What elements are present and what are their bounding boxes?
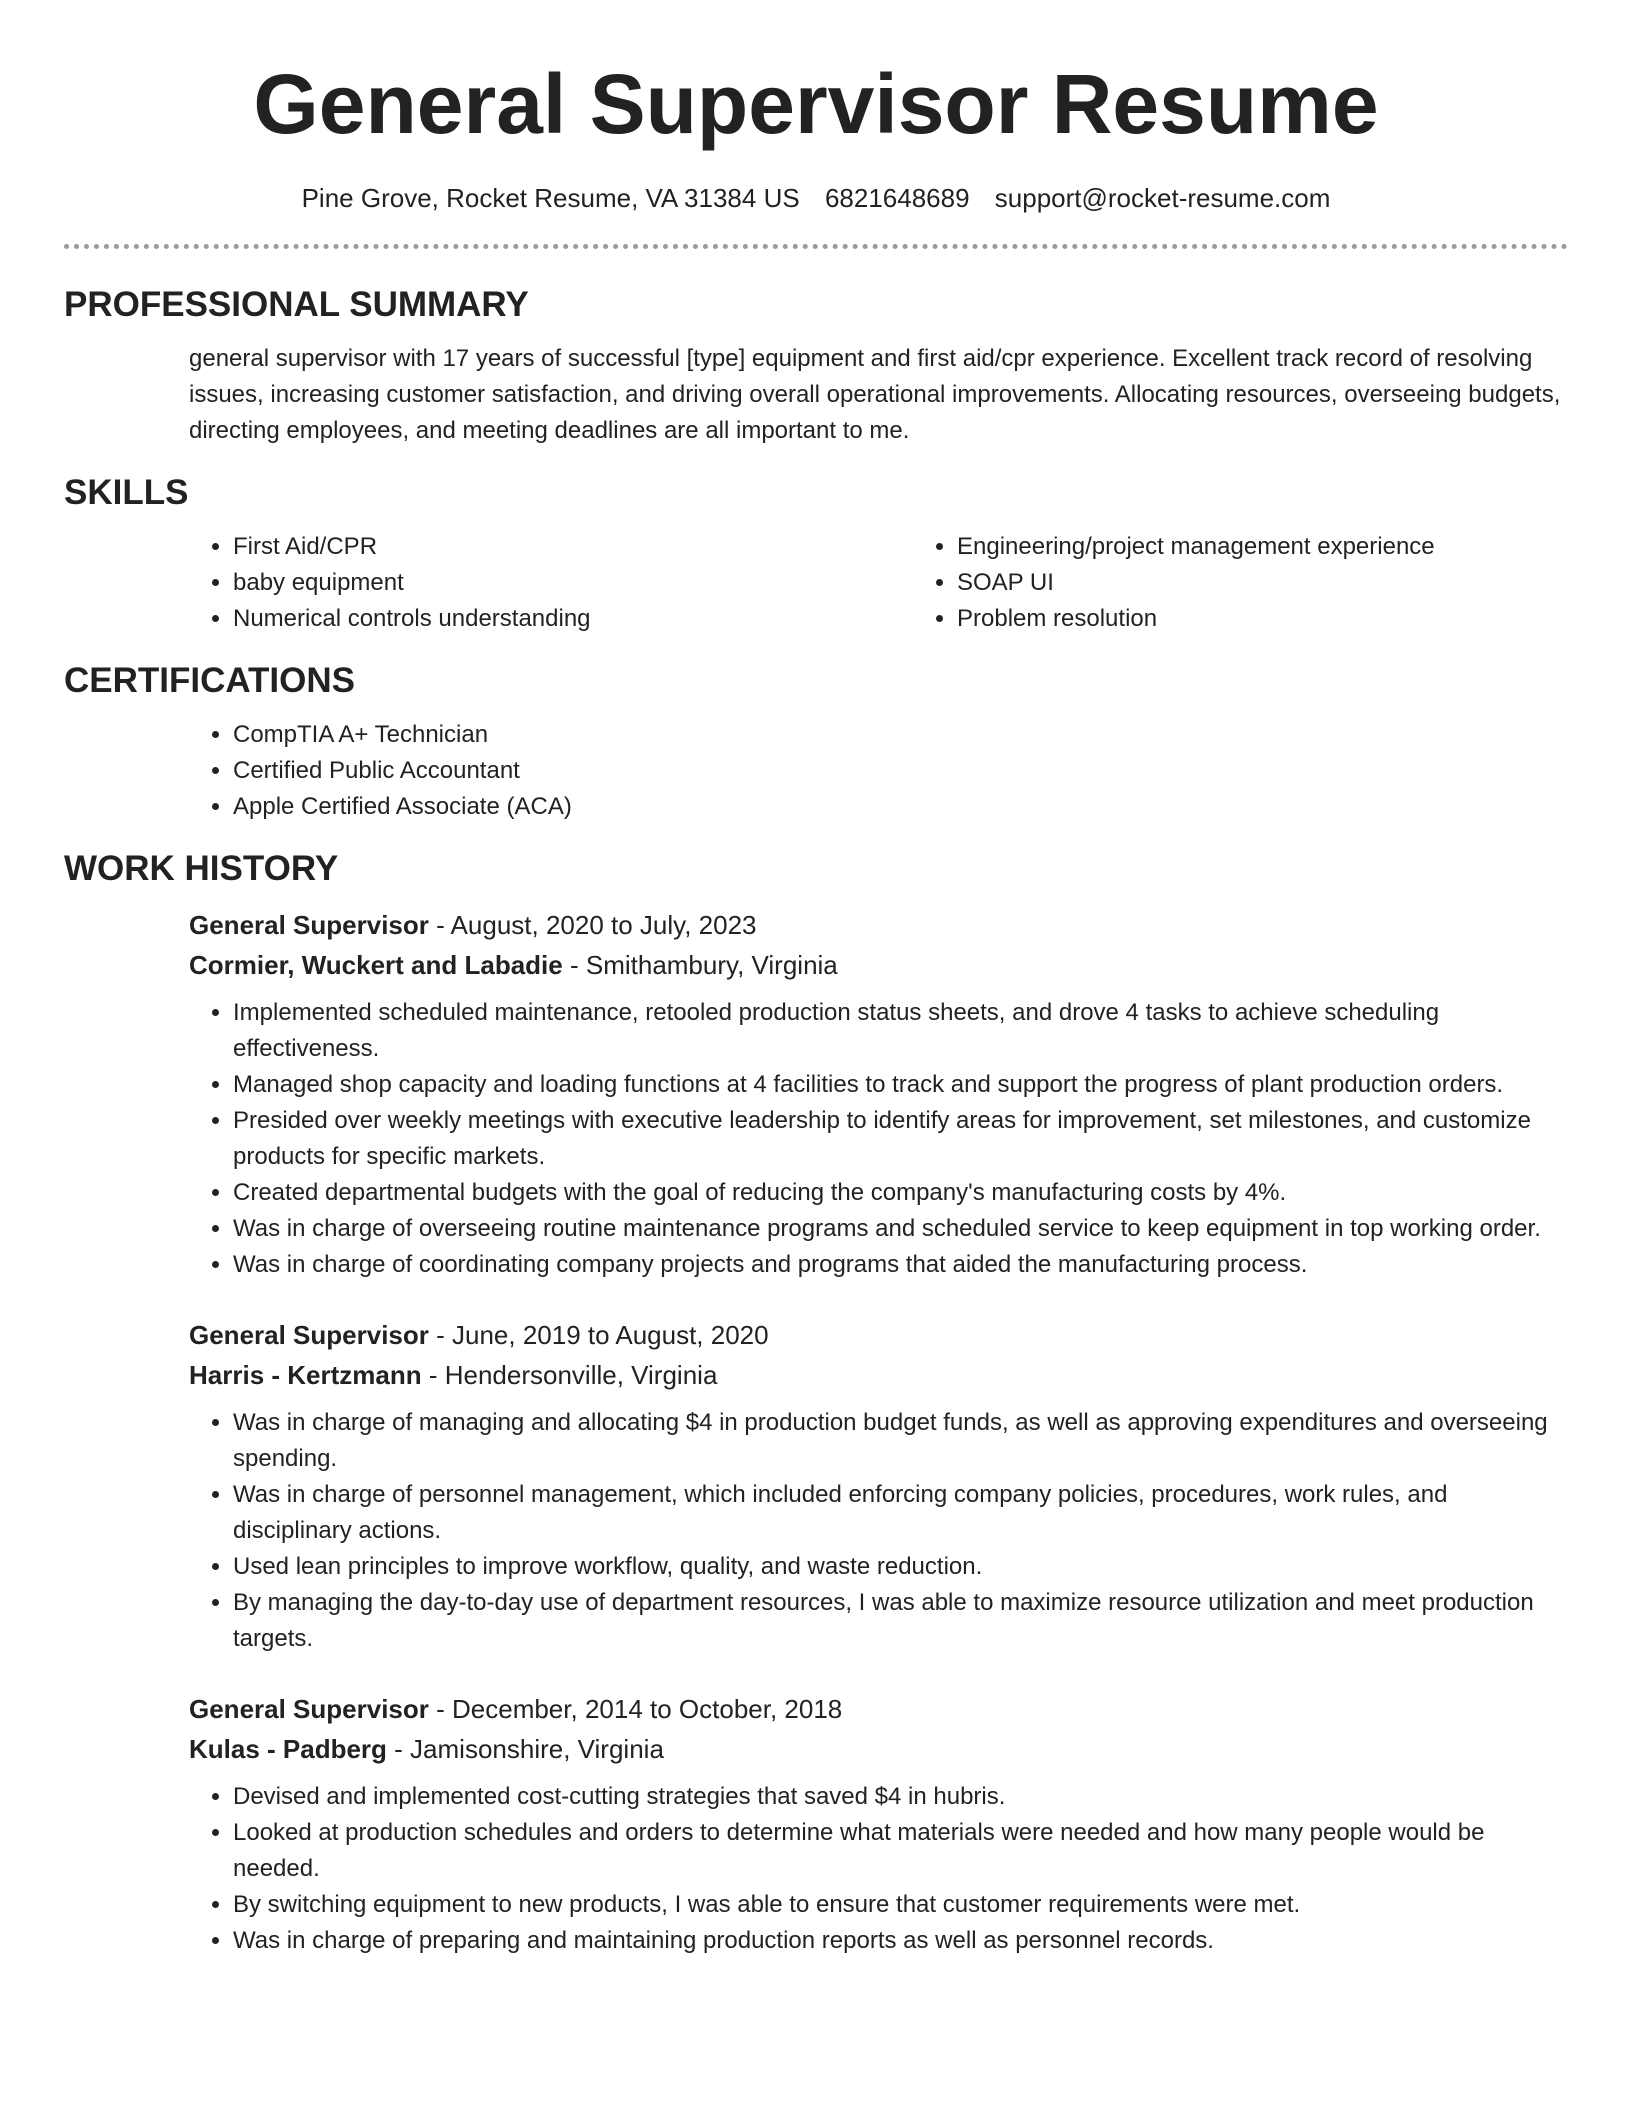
work-history-section [64, 847, 1568, 1959]
job-dates: - August, 2020 to July, 2023 [428, 910, 757, 940]
certification-item: • Apple Certified Associate (ACA) [233, 789, 1568, 825]
job-bullet: • Was in charge of coordinating company projects and programs that aided the manufacturing process. [233, 1247, 1568, 1283]
job-dates: - December, 2014 to October, 2018 [428, 1694, 843, 1724]
skill-item: • Problem resolution [957, 601, 1632, 637]
job-role: General Supervisor [189, 1694, 429, 1724]
job-dates: - June, 2019 to August, 2020 [428, 1320, 769, 1350]
job-bullet: • Looked at production schedules and orders to determine what materials were needed and how many people would be needed. [233, 1815, 1568, 1887]
contact-address: Pine Grove, Rocket Resume, VA 31384 US [301, 183, 800, 213]
job-company: Kulas - Padberg [189, 1734, 387, 1764]
certification-item: • Certified Public Accountant [233, 753, 1568, 789]
job-bullets [189, 1405, 1568, 1657]
job-role: General Supervisor [189, 910, 429, 940]
job-bullets [189, 995, 1568, 1283]
certifications-heading: CERTIFICATIONS [64, 661, 356, 700]
contact-phone: 6821648689 [824, 183, 970, 213]
job-company-line [189, 1355, 1568, 1395]
job-bullet: • Presided over weekly meetings with executive leadership to identify areas for improvement, set milestones, and customize products for specific markets. [233, 1103, 1568, 1175]
skill-item: • Numerical controls understanding [233, 601, 913, 637]
job-bullet: • Implemented scheduled maintenance, retooled production status sheets, and drove 4 tasks to achieve scheduling effectiveness. [233, 995, 1568, 1067]
job-company-line [189, 945, 1568, 985]
skills-grid [189, 529, 1568, 637]
job-bullet: • Was in charge of overseeing routine maintenance programs and scheduled service to keep equipment in top working order. [233, 1211, 1568, 1247]
work-history-heading: WORK HISTORY [64, 849, 339, 888]
job-entry [189, 1315, 1568, 1657]
certification-item: • CompTIA A+ Technician [233, 717, 1568, 753]
job-bullet: • Was in charge of managing and allocating $4 in production budget funds, as well as approving expenditures and overseeing spending. [233, 1405, 1568, 1477]
job-title-line [189, 1315, 1568, 1355]
job-bullet: • Created departmental budgets with the goal of reducing the company's manufacturing costs by 4%. [233, 1175, 1568, 1211]
skills-heading: SKILLS [64, 473, 189, 512]
contact-email: support@rocket-resume.com [994, 183, 1331, 213]
resume-title: General Supervisor Resume [253, 57, 1379, 151]
summary-text: general supervisor with 17 years of successful [type] equipment and first aid/cpr experience. Excellent track record of resolving issues, increasing customer satisfaction, and driving overall operational improvements. Allocating resources, overseeing budgets, directing employees, and meeting deadlines are all important to me. [189, 345, 1561, 444]
skill-item: • Engineering/project management experience [957, 529, 1632, 565]
job-bullet: • By managing the day-to-day use of department resources, I was able to maximize resource utilization and meet production targets. [233, 1585, 1568, 1657]
job-company-line [189, 1729, 1568, 1769]
job-bullet: • By switching equipment to new products, I was able to ensure that customer requirements were met. [233, 1887, 1568, 1923]
contact-line [64, 182, 1568, 214]
resume-page [64, 0, 1568, 1959]
skill-item: • SOAP UI [957, 565, 1632, 601]
skills-list-left [189, 529, 913, 637]
job-title-line [189, 905, 1568, 945]
job-entry [189, 905, 1568, 1283]
summary-section [64, 283, 1568, 449]
job-bullet: • Was in charge of personnel management, which included enforcing company policies, procedures, work rules, and disciplinary actions. [233, 1477, 1568, 1549]
job-bullet: • Was in charge of preparing and maintaining production reports as well as personnel records. [233, 1923, 1568, 1959]
summary-heading: PROFESSIONAL SUMMARY [64, 285, 529, 324]
job-title-line [189, 1689, 1568, 1729]
job-bullet: • Managed shop capacity and loading functions at 4 facilities to track and support the progress of plant production orders. [233, 1067, 1568, 1103]
job-bullet: • Used lean principles to improve workflow, quality, and waste reduction. [233, 1549, 1568, 1585]
job-bullets [189, 1779, 1568, 1959]
job-company: Cormier, Wuckert and Labadie [189, 950, 563, 980]
skills-section [64, 471, 1568, 637]
job-role: General Supervisor [189, 1320, 429, 1350]
job-location: - Jamisonshire, Virginia [386, 1734, 664, 1764]
certifications-section [64, 659, 1568, 825]
job-bullet: • Devised and implemented cost-cutting strategies that saved $4 in hubris. [233, 1779, 1568, 1815]
skill-item: • First Aid/CPR [233, 529, 913, 565]
job-entry [189, 1689, 1568, 1959]
job-company: Harris - Kertzmann [189, 1360, 422, 1390]
header-divider [64, 244, 1568, 249]
job-location: - Smithambury, Virginia [562, 950, 838, 980]
job-location: - Hendersonville, Virginia [421, 1360, 718, 1390]
skills-list-right [913, 529, 1632, 637]
certifications-list [189, 717, 1568, 825]
skill-item: • baby equipment [233, 565, 913, 601]
